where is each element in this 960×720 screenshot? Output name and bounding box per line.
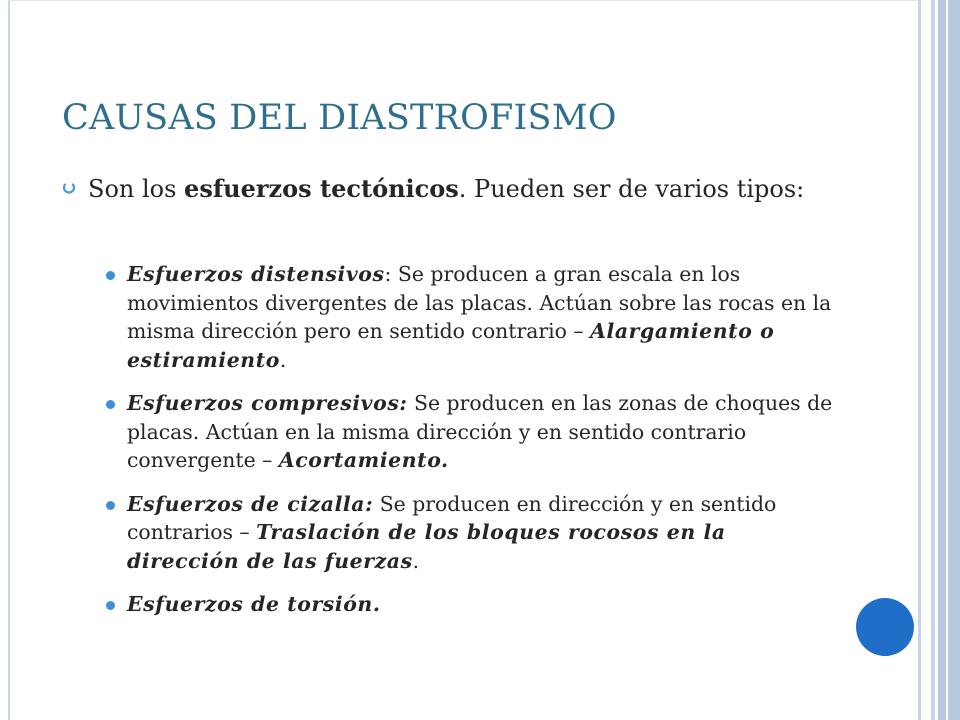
item-result: Alargamiento o estiramiento: [127, 319, 775, 372]
item-term: Esfuerzos de torsión.: [127, 592, 381, 616]
bullet-dot-icon: [106, 400, 115, 409]
item-term: Esfuerzos de cizalla:: [127, 491, 374, 516]
item-term: Esfuerzos compresivos:: [127, 391, 408, 415]
item-text: Se producen en dirección y en sentido contrarios –: [127, 491, 777, 544]
item-result: Acortamiento.: [278, 448, 449, 472]
decorative-stripes: [918, 0, 960, 720]
item-text: Se producen en las zonas de choques de placas. Actúan en la misma dirección y en sentido contrario convergente –: [127, 391, 833, 472]
intro-paragraph: [62, 172, 852, 206]
list-item-cizalla: Esfuerzos de cizalla: Se producen en dirección y en sentido contrarios – Traslación de los bloques rocosos en la dirección de las fuerzas.: [104, 490, 834, 576]
slide-left-border: [8, 0, 10, 720]
item-term: Esfuerzos distensivos: [127, 262, 385, 286]
bullet-dot-icon: [106, 601, 115, 610]
item-result: Traslación de los bloques rocosos en la dirección de las fuerzas: [127, 520, 726, 573]
slide-title: CAUSAS DEL DIASTROFISMO: [62, 98, 617, 138]
slide-top-border: [8, 0, 920, 1]
list-item-torsion: [104, 590, 834, 619]
item-text: Se producen a gran escala en los movimientos divergentes de las placas. Actúan sobre las rocas en la misma dirección pero en sentido contrario –: [127, 262, 832, 343]
intro-text: Son los esfuerzos tectónicos. Pueden ser de varios tipos:: [88, 174, 805, 203]
stress-types-list: [104, 260, 834, 634]
bullet-dot-icon: [106, 271, 115, 280]
list-item-distensivos: Esfuerzos distensivos: Se producen a gran escala en los movimientos divergentes de las placas. Actúan sobre las rocas en la misma dirección pero en sentido contrario – Alargamiento o estiramiento.: [104, 260, 834, 374]
list-item-compresivos: [104, 389, 834, 475]
ring-bullet-icon: [62, 182, 76, 196]
bullet-dot-icon: [106, 501, 115, 510]
decorative-circle: [856, 598, 914, 656]
